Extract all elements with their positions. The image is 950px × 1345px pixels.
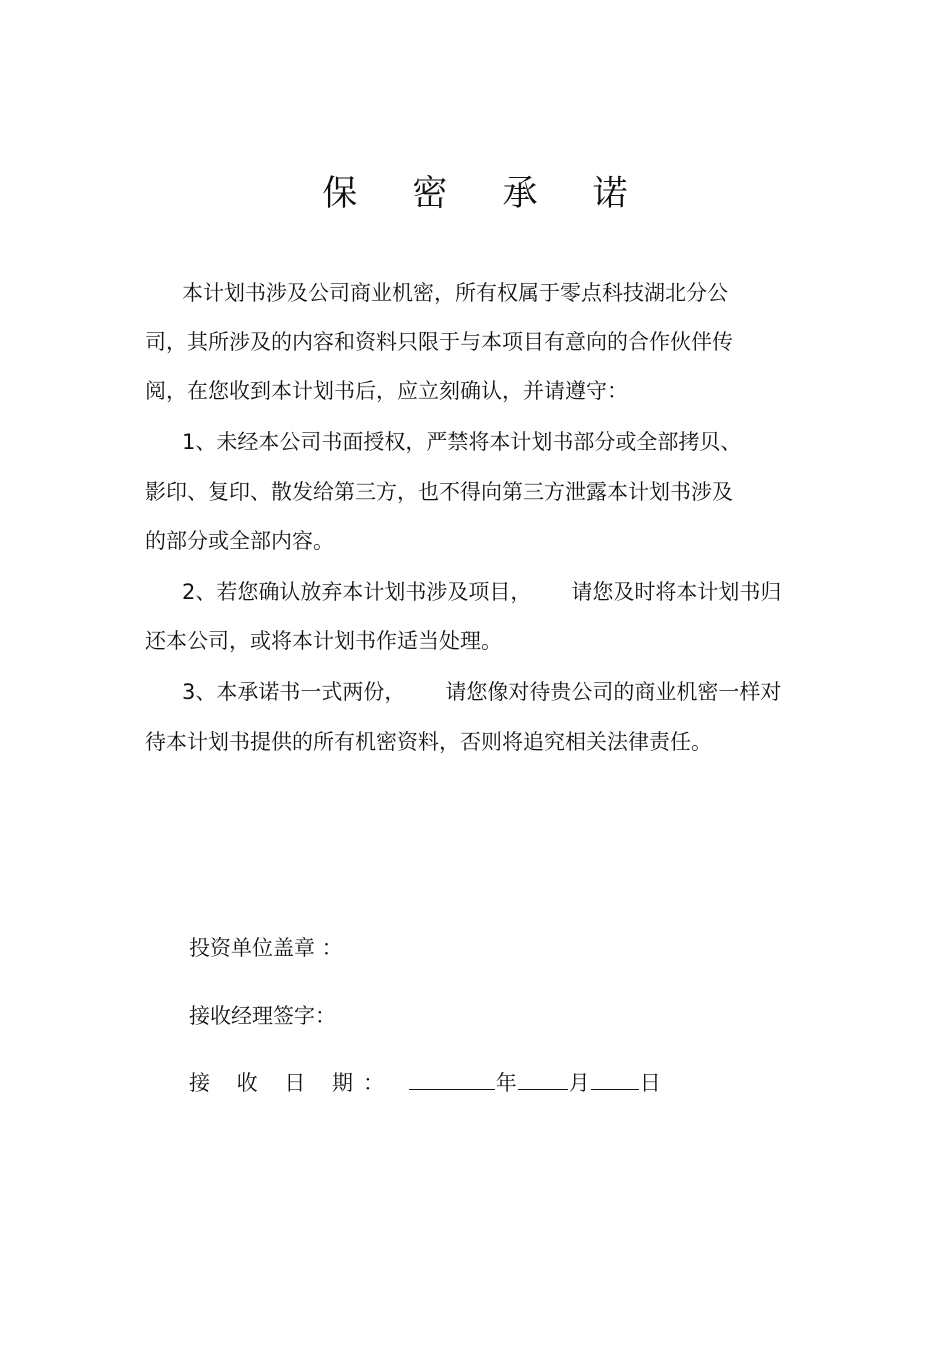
receipt-date-row (189, 1067, 661, 1098)
clause-3-line-2: 待本计划书提供的所有机密资料，否则将追究相关法律责任。 (145, 730, 712, 754)
clause-1-line-2: 影印、复印、散发给第三方，也不得向第三方泄露本计划书涉及 (145, 480, 733, 504)
clause-2-line-1-part-a: 2、若您确认放弃本计划书涉及项目， (182, 580, 532, 604)
clause-1-line-1: 1、未经本公司书面授权，严禁将本计划书部分或全部拷贝、 (182, 430, 742, 454)
intro-line-1: 本计划书涉及公司商业机密，所有权属于零点科技湖北分公 (182, 281, 728, 305)
manager-signature-label: 接收经理签字： (189, 1004, 336, 1028)
month-blank[interactable] (518, 1067, 568, 1090)
clause-2-line-1 (182, 577, 781, 607)
intro-line-2: 司，其所涉及的内容和资料只限于与本项目有意向的合作伙伴传 (145, 330, 733, 354)
clause-1-line-3: 的部分或全部内容。 (145, 529, 334, 553)
clause-3-line-1-part-a: 3、本承诺书一式两份， (182, 680, 406, 704)
year-unit: 年 (495, 1071, 517, 1095)
month-unit: 月 (568, 1071, 590, 1095)
clause-2-line-1-part-b: 请您及时将本计划书归 (571, 580, 782, 604)
day-unit: 日 (639, 1071, 661, 1095)
investor-stamp-label: 投资单位盖章 ： (189, 936, 343, 960)
clause-2-line-2: 还本公司，或将本计划书作适当处理。 (145, 629, 502, 653)
year-blank[interactable] (409, 1067, 495, 1090)
receipt-date-label: 接 收 日 期： (189, 1071, 395, 1095)
intro-line-3: 阅，在您收到本计划书后，应立刻确认，并请遵守： (145, 379, 628, 403)
day-blank[interactable] (591, 1067, 639, 1090)
clause-3-line-1 (182, 677, 781, 707)
document-title: 保 密 承 诺 (322, 174, 650, 214)
clause-3-line-1-part-b: 请您像对待贵公司的商业机密一样对 (445, 680, 782, 704)
